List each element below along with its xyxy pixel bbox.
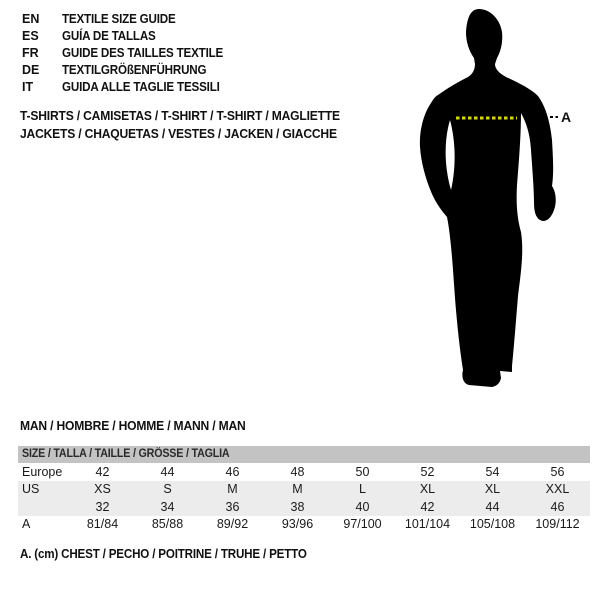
table-cell: 52 (420, 464, 435, 479)
table-cell: 46 (550, 499, 565, 514)
table-cell: 105/108 (469, 517, 516, 532)
table-row-us (18, 481, 590, 499)
table-cell: 50 (355, 464, 370, 479)
table-cell: 54 (485, 464, 500, 479)
table-cell: 34 (160, 499, 175, 514)
table-cell: 109/112 (535, 517, 580, 532)
table-cell: XS (94, 482, 111, 497)
table-cell: XL (419, 482, 436, 497)
table-cell: 46 (225, 464, 240, 479)
language-label: GUIDE DES TAILLES TEXTILE (62, 45, 224, 60)
man-silhouette (420, 9, 556, 387)
table-cell: 81/84 (86, 517, 119, 532)
measure-label-a: A (561, 109, 572, 125)
table-cell: S (163, 482, 172, 497)
language-code: FR (22, 45, 39, 60)
section-heading-text: MAN / HOMBRE / HOMME / MANN / MAN (20, 418, 246, 433)
garment-line-text: JACKETS / CHAQUETAS / VESTES / JACKEN / GIACCHE (20, 125, 337, 141)
language-label: GUÍA DE TALLAS (62, 28, 156, 43)
footnote-measurement-legend (20, 547, 328, 561)
language-code: EN (22, 11, 40, 26)
table-cell: 44 (485, 499, 500, 514)
language-code: DE (22, 62, 40, 77)
table-cell: XL (484, 482, 501, 497)
size-table-header (18, 446, 590, 463)
table-cell: 38 (290, 499, 305, 514)
section-heading (20, 418, 263, 433)
table-row-us-numeric (18, 498, 590, 516)
table-row-chest (18, 516, 590, 534)
table-cell: L (359, 482, 366, 497)
size-table (18, 446, 590, 533)
table-cell: 36 (225, 499, 240, 514)
language-code: ES (22, 28, 39, 43)
language-code: IT (22, 79, 34, 94)
table-cell: 101/104 (404, 517, 451, 532)
row-label: Europe (22, 464, 63, 479)
table-cell: XXL (545, 482, 570, 497)
table-cell: 44 (160, 464, 175, 479)
table-cell: 32 (95, 499, 110, 514)
table-cell: 42 (420, 499, 435, 514)
table-cell: 40 (355, 499, 370, 514)
row-label: US (22, 482, 40, 497)
footnote-text: A. (cm) CHEST / PECHO / POITRINE / TRUHE / PETTO (20, 547, 307, 561)
language-label: TEXTILGRÖßENFÜHRUNG (62, 62, 207, 77)
row-label: A (22, 517, 31, 532)
table-row-europe (18, 463, 590, 481)
table-cell: 48 (290, 464, 305, 479)
table-cell: M (292, 482, 303, 497)
table-cell: 93/96 (281, 517, 314, 532)
size-table-header-text: SIZE / TALLA / TAILLE / GRÖSSE / TAGLIA (22, 448, 230, 460)
table-cell: 42 (95, 464, 110, 479)
table-cell: M (227, 482, 238, 497)
table-cell: 85/88 (151, 517, 184, 532)
table-cell: 89/92 (216, 517, 249, 532)
language-label: GUIDA ALLE TAGLIE TESSILI (62, 79, 220, 94)
table-cell: 56 (550, 464, 565, 479)
language-label: TEXTILE SIZE GUIDE (62, 11, 176, 26)
table-cell: 97/100 (343, 517, 382, 532)
garment-line-text: T-SHIRTS / CAMISETAS / T-SHIRT / T-SHIRT / MAGLIETTE (20, 108, 340, 123)
